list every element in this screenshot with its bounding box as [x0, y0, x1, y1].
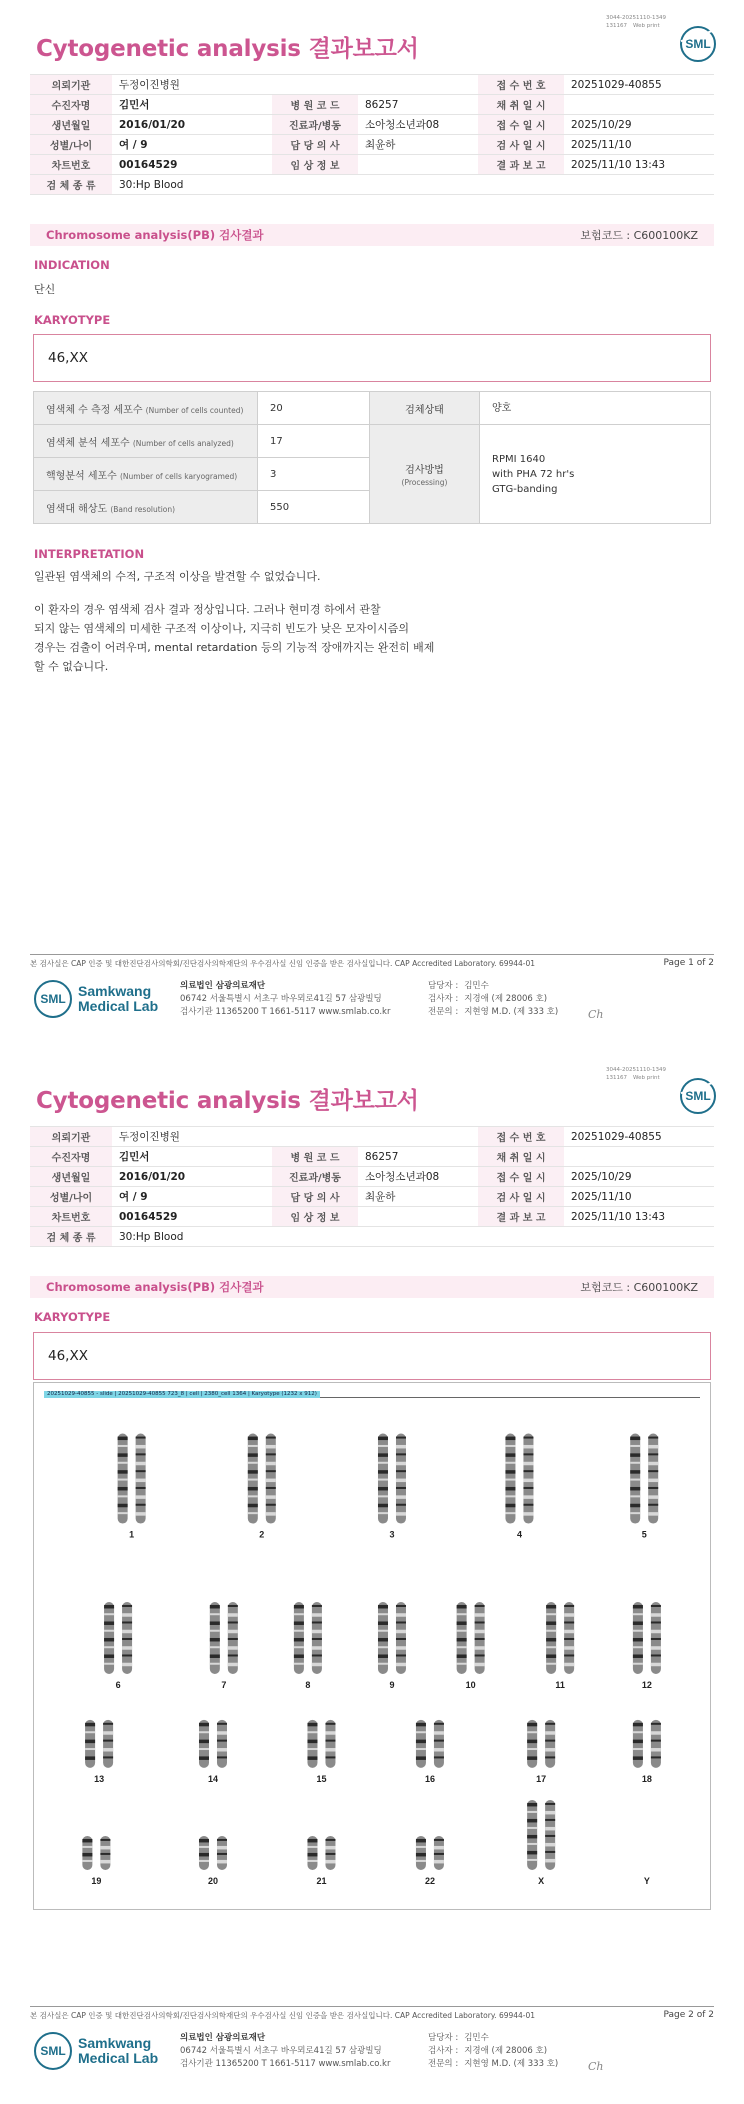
chromosome-19: [100, 1836, 110, 1870]
chromosome-3: [378, 1434, 388, 1524]
dept-label: 진료과/병동: [272, 115, 358, 135]
sex-age-value: 여 / 9: [112, 135, 272, 155]
dob-label: 생년월일: [30, 115, 112, 135]
chromosome-8: [294, 1602, 304, 1674]
chromosome-15: [325, 1720, 335, 1768]
hospital-code-value: 86257: [358, 95, 478, 115]
method-label: [370, 425, 480, 524]
karyogram-label: 10: [465, 1679, 476, 1690]
counted-label: [34, 392, 258, 425]
dept-value: 소아청소년과08: [358, 115, 478, 135]
doctor-label: 담 당 의 사: [272, 1187, 358, 1207]
result-section-title: Chromosome analysis(PB) 검사결과: [46, 228, 264, 242]
chart-no-label: 차트번호: [30, 155, 112, 175]
report-date-label: 결 과 보 고: [478, 155, 564, 175]
specimen-no-value: 20251029-40855: [564, 75, 714, 95]
brand-line: Samkwang: [78, 2035, 152, 2051]
sex-age-label: 성별/나이: [30, 1187, 112, 1207]
chromosome-12: [633, 1602, 643, 1674]
test-date-label: 검 사 일 시: [478, 135, 564, 155]
karyogram-label: 6: [115, 1679, 121, 1690]
chromosome-8: [312, 1602, 322, 1674]
report-date-value: 2025/11/10 13:43: [564, 1207, 714, 1227]
chromosome-X: [527, 1800, 537, 1870]
chromosome-16: [416, 1720, 426, 1768]
karyogram-label: 4: [516, 1529, 522, 1540]
institution-value: 두정이진병원: [112, 1127, 478, 1147]
karyogram-svg: [34, 1383, 712, 1911]
page-number: Page 1 of 2: [663, 958, 714, 968]
brand-name: [78, 2036, 158, 2066]
manager-value: 김민수: [464, 981, 489, 991]
print-code: 3044-20251110-1349: [606, 15, 666, 21]
interpretation-line: 할 수 없습니다.: [34, 660, 109, 673]
band-label-en: (Band resolution): [110, 504, 176, 514]
karyogram-label: 11: [555, 1679, 565, 1690]
analyzed-label-ko: 염색체 분석 세포수: [46, 437, 130, 449]
chromosome-22: [416, 1836, 426, 1870]
dept-label: 진료과/병동: [272, 1167, 358, 1187]
print-meta: [606, 1066, 686, 1082]
footer-signatories: [428, 2032, 558, 2071]
clinical-value: [358, 155, 478, 175]
karyogram-label: X: [538, 1875, 545, 1886]
analyzed-label-en: (Number of cells analyzed): [132, 438, 234, 448]
test-date-value: 2025/11/10: [564, 1187, 714, 1207]
specimen-state-value: 양호: [480, 392, 711, 425]
karyogram-label: 18: [641, 1773, 652, 1784]
doctor-value: 최윤하: [358, 1187, 478, 1207]
karyogramed-label: [34, 458, 258, 491]
specimen-no-label: 접 수 번 호: [478, 75, 564, 95]
signature-mark: Ch: [588, 2060, 604, 2073]
chromosome-18: [633, 1720, 643, 1768]
indication-heading: INDICATION: [34, 258, 110, 272]
insurance-code: 보험코드 : C600100KZ: [580, 229, 698, 242]
hospital-code-label: 병 원 코 드: [272, 95, 358, 115]
chromosome-13: [103, 1720, 113, 1768]
print-meta: [606, 14, 686, 30]
clinical-value: [358, 1207, 478, 1227]
karyogram-label: 19: [91, 1875, 102, 1886]
chromosome-11: [546, 1602, 556, 1674]
report-title: Cytogenetic analysis 결과보고서: [36, 36, 419, 62]
tester-value: 지경애 (제 28006 호): [464, 2046, 548, 2056]
chromosome-20: [217, 1836, 227, 1870]
org-address: 06742 서울특별시 서초구 바우뫼로41길 57 삼광빌딩: [180, 994, 382, 1004]
counted-label-en: (Number of cells counted): [145, 405, 244, 415]
specialist-value: 지현영 M.D. (제 333 호): [464, 2059, 559, 2069]
signature-mark: Ch: [588, 1008, 604, 1021]
chromosome-13: [85, 1720, 95, 1768]
chromosome-12: [651, 1602, 661, 1674]
karyotype-result-box: 46,XX: [33, 1332, 711, 1380]
indication-text: 단신: [34, 283, 56, 296]
footer-org: [180, 2032, 390, 2071]
chromosome-14: [217, 1720, 227, 1768]
interpretation-line: 이 환자의 경우 염색체 검사 결과 정상입니다. 그러나 현미경 하에서 관찰: [34, 603, 381, 616]
print-code: 3044-20251110-1349: [606, 1067, 666, 1073]
chromosome-1: [136, 1434, 146, 1524]
test-date-label: 검 사 일 시: [478, 1187, 564, 1207]
interpretation-heading: INTERPRETATION: [34, 547, 145, 561]
karyogram-label: 16: [424, 1773, 435, 1784]
karyogram-label: 1: [129, 1529, 135, 1540]
dob-value: 2016/01/20: [112, 115, 272, 135]
chromosome-9: [396, 1602, 406, 1674]
chromosome-15: [307, 1720, 317, 1768]
sml-logo-icon: SML: [680, 1078, 716, 1114]
footer-org: [180, 980, 390, 1019]
receipt-date-label: 접 수 일 시: [478, 115, 564, 135]
specialist-label: 전문의 :: [428, 2059, 459, 2069]
print-id: 131167: [606, 23, 627, 29]
org-address: 06742 서울특별시 서초구 바우뫼로41길 57 삼광빌딩: [180, 2046, 382, 2056]
brand-line: Samkwang: [78, 983, 152, 999]
method-label-en: (Processing): [401, 478, 448, 487]
chromosome-11: [564, 1602, 574, 1674]
karyogram-label: 7: [221, 1679, 227, 1690]
institution-label: 의뢰기관: [30, 75, 112, 95]
method-value: [480, 425, 711, 524]
chromosome-21: [307, 1836, 317, 1870]
chromosome-X: [545, 1800, 555, 1870]
chromosome-10: [475, 1602, 485, 1674]
footer-note: [30, 2010, 714, 2021]
karyogram-label: 9: [389, 1679, 395, 1690]
specimen-no-value: 20251029-40855: [564, 1127, 714, 1147]
karyogram-label: Y: [643, 1875, 650, 1886]
collect-date-value: [564, 1147, 714, 1167]
chromosome-3: [396, 1434, 406, 1524]
hospital-code-value: 86257: [358, 1147, 478, 1167]
chromosome-21: [325, 1836, 335, 1870]
karyogram-label: 5: [641, 1529, 647, 1540]
specimen-type-label: 검 체 종 류: [30, 1227, 112, 1247]
chart-no-value: 00164529: [112, 1207, 272, 1227]
analyzed-label: [34, 425, 258, 458]
chromosome-20: [199, 1836, 209, 1870]
specialist-value: 지현영 M.D. (제 333 호): [464, 1007, 559, 1017]
print-label: Web print: [633, 23, 660, 29]
chromosome-9: [378, 1602, 388, 1674]
karyogram-label: 2: [259, 1529, 265, 1540]
report-title: Cytogenetic analysis 결과보고서: [36, 1088, 419, 1114]
chromosome-19: [82, 1836, 92, 1870]
footer-logo: [34, 980, 158, 1018]
doctor-label: 담 당 의 사: [272, 135, 358, 155]
footer-divider: [30, 954, 714, 955]
patient-value: 김민서: [112, 1147, 272, 1167]
karyogram-caption: 20251029-40855 - slide | 20251029-40855 723_8 | cell | 2380_cell 1364 | Karyotype (1232 x 912): [44, 1391, 320, 1398]
receipt-date-label: 접 수 일 시: [478, 1167, 564, 1187]
brand-name: [78, 984, 158, 1014]
karyogram-label: 15: [316, 1773, 327, 1784]
interpretation-line: 되지 않는 염색체의 미세한 구조적 이상이나, 지극히 빈도가 낮은 모자이시즘의: [34, 622, 409, 635]
karyogram-image: [33, 1382, 711, 1910]
sml-logo-icon: SML: [680, 26, 716, 62]
karyogram-label: 17: [536, 1773, 547, 1784]
result-section-title: Chromosome analysis(PB) 검사결과: [46, 1280, 264, 1294]
chart-no-label: 차트번호: [30, 1207, 112, 1227]
counted-value: 20: [258, 392, 370, 425]
chromosome-22: [434, 1836, 444, 1870]
report-date-label: 결 과 보 고: [478, 1207, 564, 1227]
patient-label: 수진자명: [30, 95, 112, 115]
footer-logo: [34, 2032, 158, 2070]
chromosome-4: [523, 1434, 533, 1524]
manager-label: 담당자 :: [428, 2033, 459, 2043]
print-label: Web print: [633, 1075, 660, 1081]
chromosome-17: [527, 1720, 537, 1768]
insurance-code: 보험코드 : C600100KZ: [580, 1281, 698, 1294]
chromosome-6: [104, 1602, 114, 1674]
org-contact: 검사기관 11365200 T 1661-5117 www.smlab.co.kr: [180, 2059, 391, 2069]
chromosome-1: [118, 1434, 128, 1524]
karyogramed-label-ko: 핵형분석 세포수: [46, 470, 117, 482]
hospital-code-label: 병 원 코 드: [272, 1147, 358, 1167]
institution-label: 의뢰기관: [30, 1127, 112, 1147]
tester-label: 검사자 :: [428, 994, 459, 1004]
chromosome-10: [457, 1602, 467, 1674]
karyogram-label: 3: [389, 1529, 395, 1540]
dept-value: 소아청소년과08: [358, 1167, 478, 1187]
result-section-bar: [30, 1276, 714, 1298]
cell-count-table: [33, 391, 711, 524]
clinical-label: 임 상 정 보: [272, 155, 358, 175]
sex-age-value: 여 / 9: [112, 1187, 272, 1207]
result-section-bar: [30, 224, 714, 246]
receipt-date-value: 2025/10/29: [564, 1167, 714, 1187]
chromosome-18: [651, 1720, 661, 1768]
chromosome-17: [545, 1720, 555, 1768]
method-label-ko: 검사방법: [405, 465, 444, 476]
brand-line: Medical Lab: [78, 998, 159, 1014]
karyogram-label: 22: [424, 1875, 435, 1886]
specimen-type-value: 30:Hp Blood: [112, 1227, 714, 1247]
manager-label: 담당자 :: [428, 981, 459, 991]
method-line: GTG-banding: [492, 483, 558, 495]
karyogramed-value: 3: [258, 458, 370, 491]
org-name: 의료법인 삼광의료재단: [180, 2033, 266, 2043]
brand-line: Medical Lab: [78, 2050, 159, 2066]
footer-note: [30, 958, 714, 969]
chromosome-5: [648, 1434, 658, 1524]
test-date-value: 2025/11/10: [564, 135, 714, 155]
footer-signatories: [428, 980, 558, 1019]
method-line: RPMI 1640: [492, 453, 546, 465]
chromosome-2: [248, 1434, 258, 1524]
institution-value: 두정이진병원: [112, 75, 478, 95]
footer-divider: [30, 2006, 714, 2007]
chromosome-14: [199, 1720, 209, 1768]
karyotype-heading: KARYOTYPE: [34, 313, 111, 327]
print-id: 131167: [606, 1075, 627, 1081]
tester-value: 지경애 (제 28006 호): [464, 994, 548, 1004]
sml-logo-icon: SML: [34, 980, 72, 1018]
sex-age-label: 성별/나이: [30, 135, 112, 155]
karyogram-label: 8: [305, 1679, 311, 1690]
specimen-type-value: 30:Hp Blood: [112, 175, 714, 195]
karyogram-label: 12: [641, 1679, 652, 1690]
chart-no-value: 00164529: [112, 155, 272, 175]
band-label-ko: 염색대 해상도: [46, 503, 108, 515]
dob-value: 2016/01/20: [112, 1167, 272, 1187]
karyotype-heading: KARYOTYPE: [34, 1310, 111, 1324]
karyogramed-label-en: (Number of cells karyogramed): [120, 471, 238, 481]
patient-value: 김민서: [112, 95, 272, 115]
org-name: 의료법인 삼광의료재단: [180, 981, 266, 991]
counted-label-ko: 염색체 수 측정 세포수: [46, 404, 143, 416]
chromosome-5: [630, 1434, 640, 1524]
page-number: Page 2 of 2: [663, 2010, 714, 2020]
chromosome-16: [434, 1720, 444, 1768]
interpretation-summary: 일관된 염색체의 수적, 구조적 이상을 발견할 수 없었습니다.: [34, 570, 321, 583]
accreditation-note: 본 검사실은 CAP 인증 및 대한진단검사의학회/진단검사의학재단의 우수검사실 신임 인증을 받은 검사실입니다. CAP Accredited Laboratory. 69944-01: [30, 959, 536, 968]
interpretation-body: [34, 600, 454, 676]
chromosome-2: [266, 1434, 276, 1524]
collect-date-label: 채 취 일 시: [478, 1147, 564, 1167]
tester-label: 검사자 :: [428, 2046, 459, 2056]
band-value: 550: [258, 491, 370, 524]
analyzed-value: 17: [258, 425, 370, 458]
karyogram-label: 21: [316, 1875, 327, 1886]
patient-label: 수진자명: [30, 1147, 112, 1167]
method-line: with PHA 72 hr's: [492, 468, 575, 480]
chromosome-7: [228, 1602, 238, 1674]
dob-label: 생년월일: [30, 1167, 112, 1187]
sml-logo-icon: SML: [34, 2032, 72, 2070]
accreditation-note: 본 검사실은 CAP 인증 및 대한진단검사의학회/진단검사의학재단의 우수검사실 신임 인증을 받은 검사실입니다. CAP Accredited Laboratory. 69944-01: [30, 2011, 536, 2020]
interpretation-line: 경우는 검출이 어려우며, mental retardation 등의 기능적 장애까지는 완전히 배제: [34, 641, 435, 654]
collect-date-value: [564, 95, 714, 115]
org-contact: 검사기관 11365200 T 1661-5117 www.smlab.co.kr: [180, 1007, 391, 1017]
collect-date-label: 채 취 일 시: [478, 95, 564, 115]
specimen-state-label: 검체상태: [370, 392, 480, 425]
doctor-value: 최윤하: [358, 135, 478, 155]
chromosome-7: [210, 1602, 220, 1674]
specimen-type-label: 검 체 종 류: [30, 175, 112, 195]
karyotype-result-box: 46,XX: [33, 334, 711, 382]
karyogram-label: 13: [94, 1773, 105, 1784]
specialist-label: 전문의 :: [428, 1007, 459, 1017]
chromosome-6: [122, 1602, 132, 1674]
band-label: [34, 491, 258, 524]
patient-header-table: [30, 1126, 714, 1247]
karyogram-label: 20: [207, 1875, 218, 1886]
manager-value: 김민수: [464, 2033, 489, 2043]
specimen-no-label: 접 수 번 호: [478, 1127, 564, 1147]
receipt-date-value: 2025/10/29: [564, 115, 714, 135]
karyogram-label: 14: [207, 1773, 218, 1784]
clinical-label: 임 상 정 보: [272, 1207, 358, 1227]
patient-header-table: [30, 74, 714, 195]
chromosome-4: [505, 1434, 515, 1524]
report-date-value: 2025/11/10 13:43: [564, 155, 714, 175]
